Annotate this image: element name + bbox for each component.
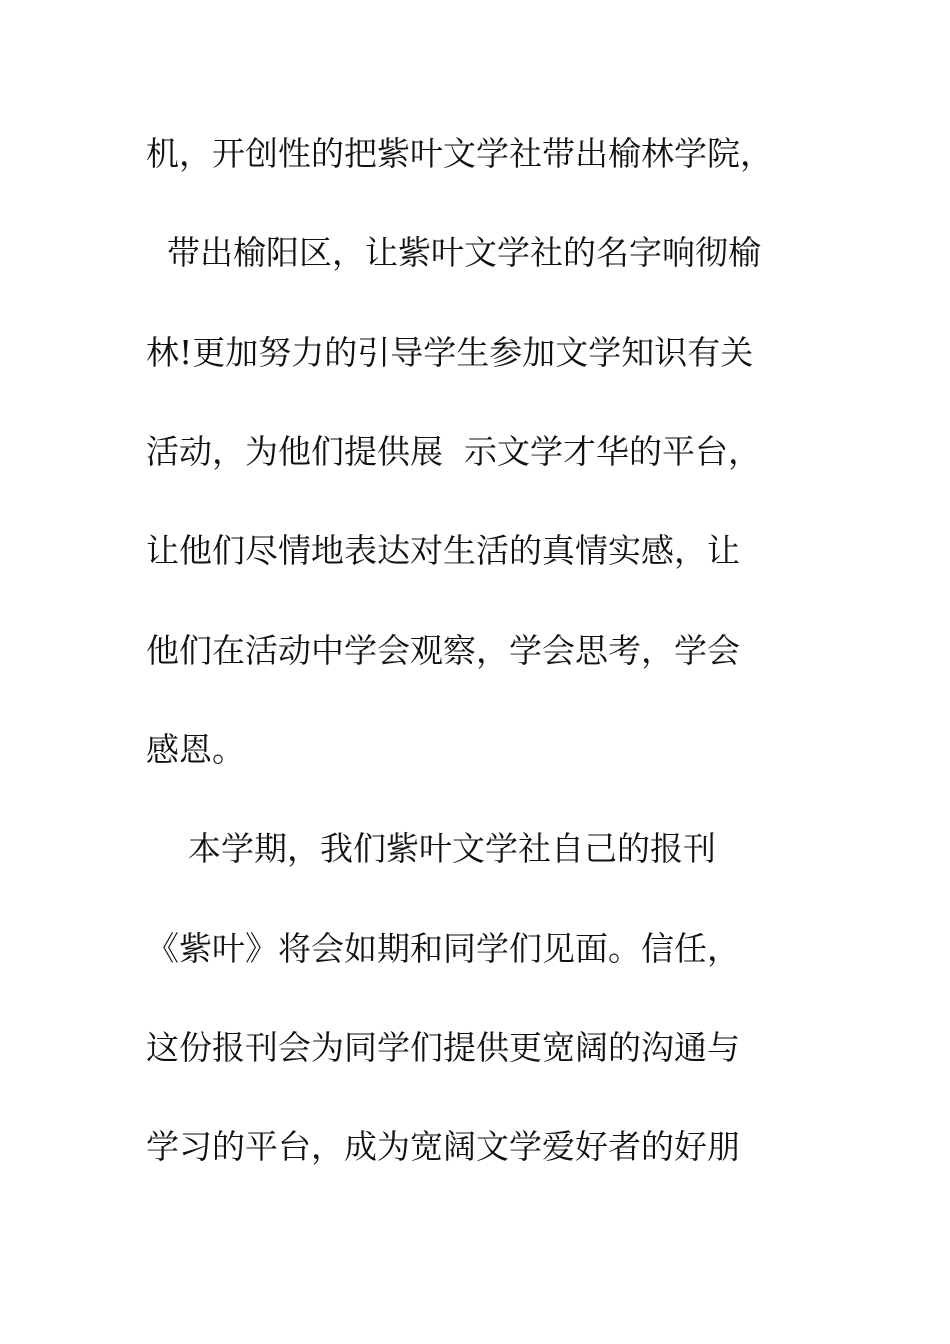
- text-line-3: 林!更加努力的引导学生参加文学知识有关: [146, 333, 754, 372]
- text-line-1: 机，开创性的把紫叶文学社带出榆林学院，: [146, 134, 773, 173]
- text-line-11: 学习的平台，成为宽阔文学爱好者的好朋: [146, 1127, 740, 1166]
- text-line-9: 《紫叶》将会如期和同学们见面。信任，: [146, 929, 740, 968]
- text-line-6: 他们在活动中学会观察，学会思考，学会: [146, 631, 740, 670]
- text-line-8: 本学期，我们紫叶文学社自己的报刊: [146, 829, 716, 868]
- text-line-5: 让他们尽情地表达对生活的真情实感，让: [146, 531, 740, 570]
- text-line-4: 活动，为他们提供展 示文学才华的平台，: [146, 432, 761, 471]
- text-line-7: 感恩。: [146, 730, 245, 769]
- text-line-10: 这份报刊会为同学们提供更宽阔的沟通与: [146, 1028, 740, 1067]
- text-line-2: 带出榆阳区，让紫叶文学社的名字响彻榆: [146, 233, 761, 272]
